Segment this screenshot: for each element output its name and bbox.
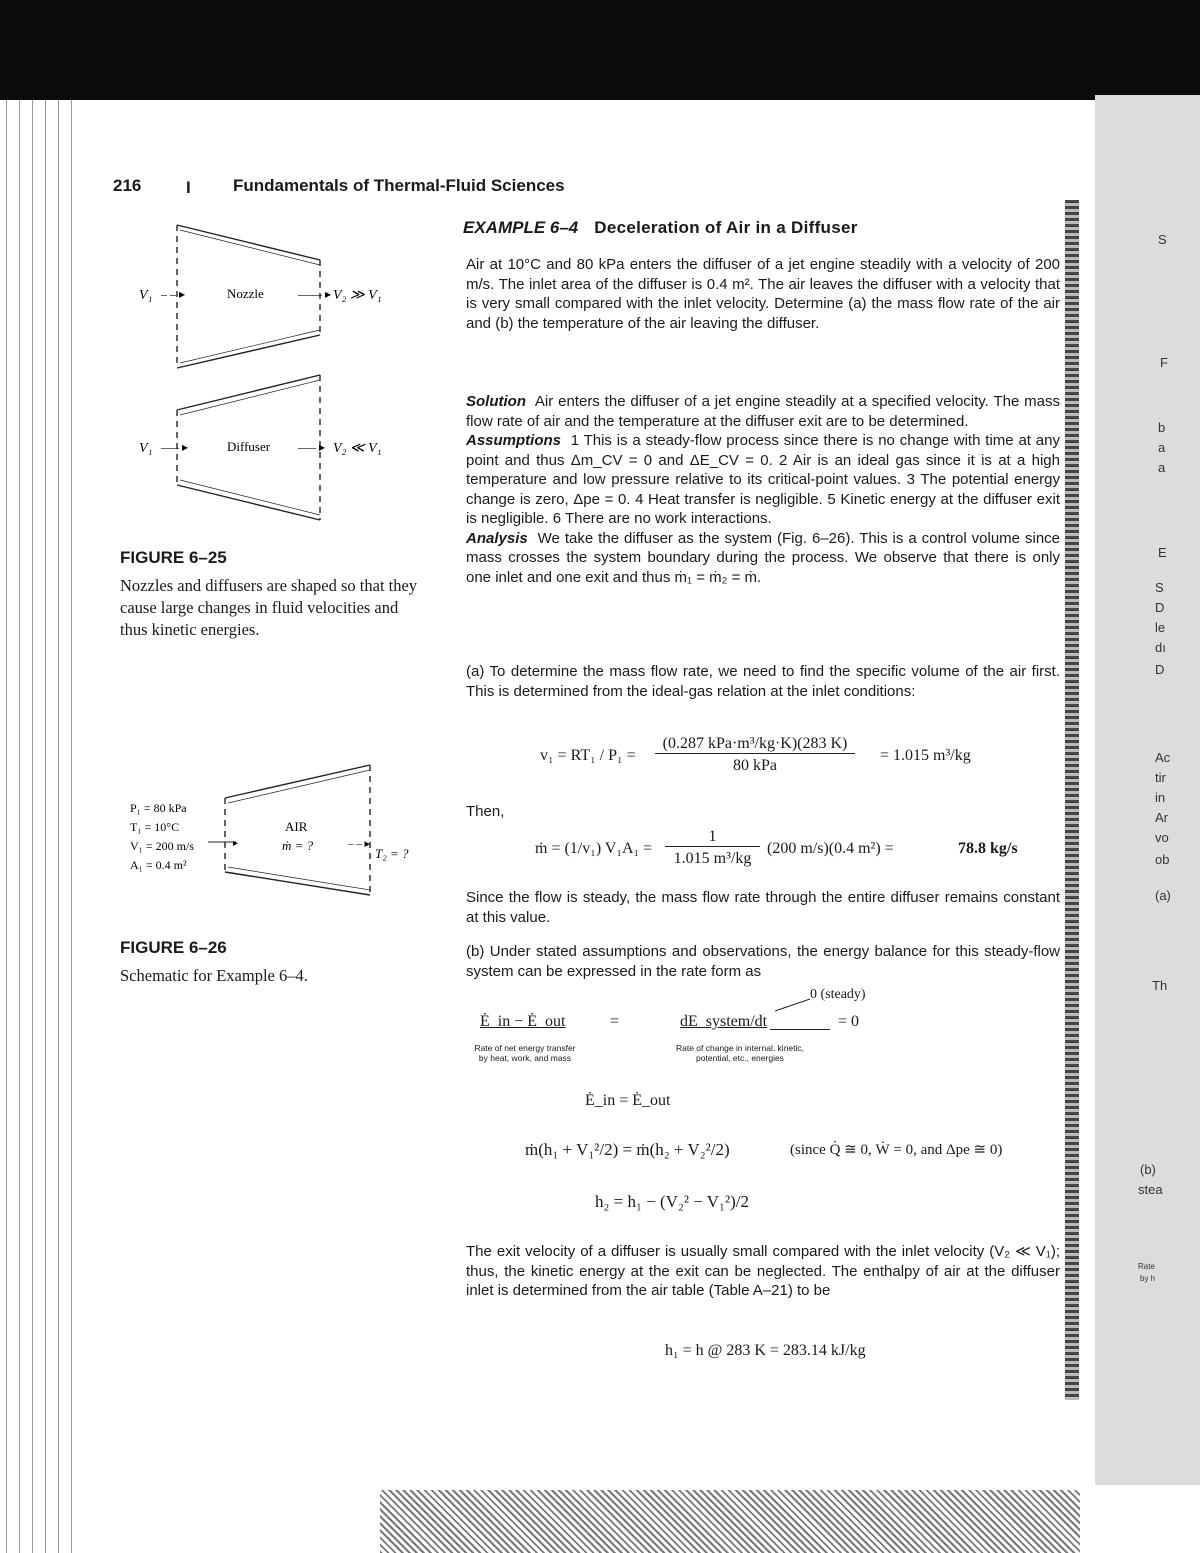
book-title: Fundamentals of Thermal-Fluid Sciences [233,176,565,195]
part-a-text: (a) To determine the mass flow rate, we need to find the specific volume of the air first. This is determined from the ideal-gas relation at the inlet conditions: [466,663,1060,700]
scan-left-edge [0,100,80,1553]
t2-label: T₂ = ? [375,846,409,861]
figure-6-25-title: FIGURE 6–25 [120,548,227,567]
example-heading [463,218,858,238]
figure-6-26-title: FIGURE 6–26 [120,938,227,957]
svg-text:– – ▸: – – ▸ [161,287,186,301]
part-b-text: (b) Under stated assumptions and observations, the energy balance for this steady-flow system can be expressed in the rate form as [466,943,1060,980]
equation-specific-volume: v₁ = RT₁ / P₁ = (0.287 kPa·m³/kg·K)(283 K) 80 kPa = 1.015 m³/kg [540,735,971,774]
nozzle-in-label: V₁ [139,288,153,303]
assumptions-text: 1 This is a steady-flow process since there is no change with time at any point and thus Δm_CV = 0 and ΔE_CV = 0. 2 Air is an ideal gas since it is at a high temperature and low pressure relative to its critical-point values. 3 The potential energy change is zero, Δpe = 0. 4 Heat transfer is negligible. 5 Kinetic energy at the diffuser exit is negligible. 6 There are no work interactions. [466,432,1060,527]
mass-flow-result: 78.8 kg/s [958,840,1018,857]
steady-zero-note: 0 (steady) [810,987,866,1002]
equation-enthalpy-balance: ṁ(h₁ + V₁²/2) = ṁ(h₂ + V₂²/2) [525,1140,730,1159]
v1-label: V₁ = 200 m/s [130,839,194,853]
right-note: Rate of change in internal, kinetic, potential, etc., energies [675,1043,805,1063]
then-text: Then, [466,803,505,820]
exit-velocity-text: The exit velocity of a diffuser is usually small compared with the inlet velocity (V₂ ≪ V₁); thus, the kinetic energy at the exit can be neglected. The enthalpy of air at the diffuser inlet is determined from the air table (Table A–21) to be [466,1243,1060,1299]
figure-6-26-drawing [130,760,430,900]
page-number: 216 [113,176,142,195]
t1-label: T₁ = 10°C [130,820,180,834]
example-label: EXAMPLE 6–4 [463,218,579,237]
figure-6-25-caption: Nozzles and diffusers are shaped so that they cause large changes in fluid velocities and thus kinetic energies. [120,576,418,639]
equation-mass-flow: ṁ = (1/v₁) V₁A₁ = 1 1.015 m³/kg (200 m/s)(0.4 m²) = 78.8 kg/s [535,828,1018,867]
energy-balance: 0 (steady) Ė_in − Ė_out = dE_system/dt = 0 Rate of net energy transfer by heat, work, and mass Rate of change in internal, kinetic, potential, etc., energies [470,985,1060,1075]
equation-note: (since Q̇ ≅ 0, Ẇ = 0, and Δpe ≅ 0) [790,1142,1003,1158]
solution-text: Air enters the diffuser of a jet engine steadily at a specified velocity. The mass flow rate of air and the temperature at the diffuser exit are to be determined. [466,393,1060,430]
assumptions-label: Assumptions [466,432,562,449]
p1-label: P₁ = 80 kPa [130,801,187,815]
figure-6-25-drawing [125,210,425,530]
equation-h2: h₂ = h₁ − (V₂² − V₁²)/2 [595,1192,749,1211]
problem-statement: Air at 10°C and 80 kPa enters the diffuser of a jet engine steadily with a velocity of 200 m/s. The inlet area of the diffuser is 0.4 m². The air leaves the diffuser with a velocity that is very small compared with the inlet velocity. Determine (a) the mass flow rate of the air and (b) the temperature of the air leaving the diffuser. [466,256,1060,332]
analysis-label: Analysis [466,529,528,547]
diffuser-out-label: V₂ ≪ V₁ [333,441,382,456]
scan-bottom-noise [380,1490,1080,1553]
equation-h1: h₁ = h @ 283 K = 283.14 kJ/kg [665,1342,866,1359]
svg-text:– – ▸: – – ▸ [348,838,371,850]
header-separator: I [186,178,191,197]
steady-flow-text: Since the flow is steady, the mass flow rate through the entire diffuser remains constant at this value. [466,889,1060,926]
svg-text:—– ▸: —– ▸ [298,440,326,454]
svg-text:▸: ▸ [233,838,239,849]
air-label: AIR [285,819,308,834]
scan-top-border [0,0,1200,100]
nozzle-label: Nozzle [227,286,264,301]
a1-label: A₁ = 0.4 m² [130,858,187,872]
left-note: Rate of net energy transfer by heat, work, and mass [474,1043,576,1063]
example-title: Deceleration of Air in a Diffuser [594,218,858,237]
analysis-text: We take the diffuser as the system (Fig. 6–26). This is a control volume since mass crosses the system boundary during the process. We observe that there is only one inlet and one exit and thus ṁ₁ = ṁ₂ = ṁ. [466,529,1060,586]
svg-text:—– ▸: —– ▸ [161,440,189,454]
svg-text:—— ▸: —— ▸ [298,287,332,301]
mdot-label: ṁ = ? [282,838,314,853]
figure-6-26-caption: Schematic for Example 6–4. [120,966,308,985]
solution-block [466,392,1060,587]
equation-energy-in-out: Ė_in = Ė_out [585,1092,671,1109]
book-gutter [1065,200,1079,1400]
diffuser-in-label: V₁ [139,441,153,456]
nozzle-out-label: V₂ ≫ V₁ [333,288,382,303]
solution-label: Solution [466,393,526,410]
diffuser-label: Diffuser [227,439,271,454]
